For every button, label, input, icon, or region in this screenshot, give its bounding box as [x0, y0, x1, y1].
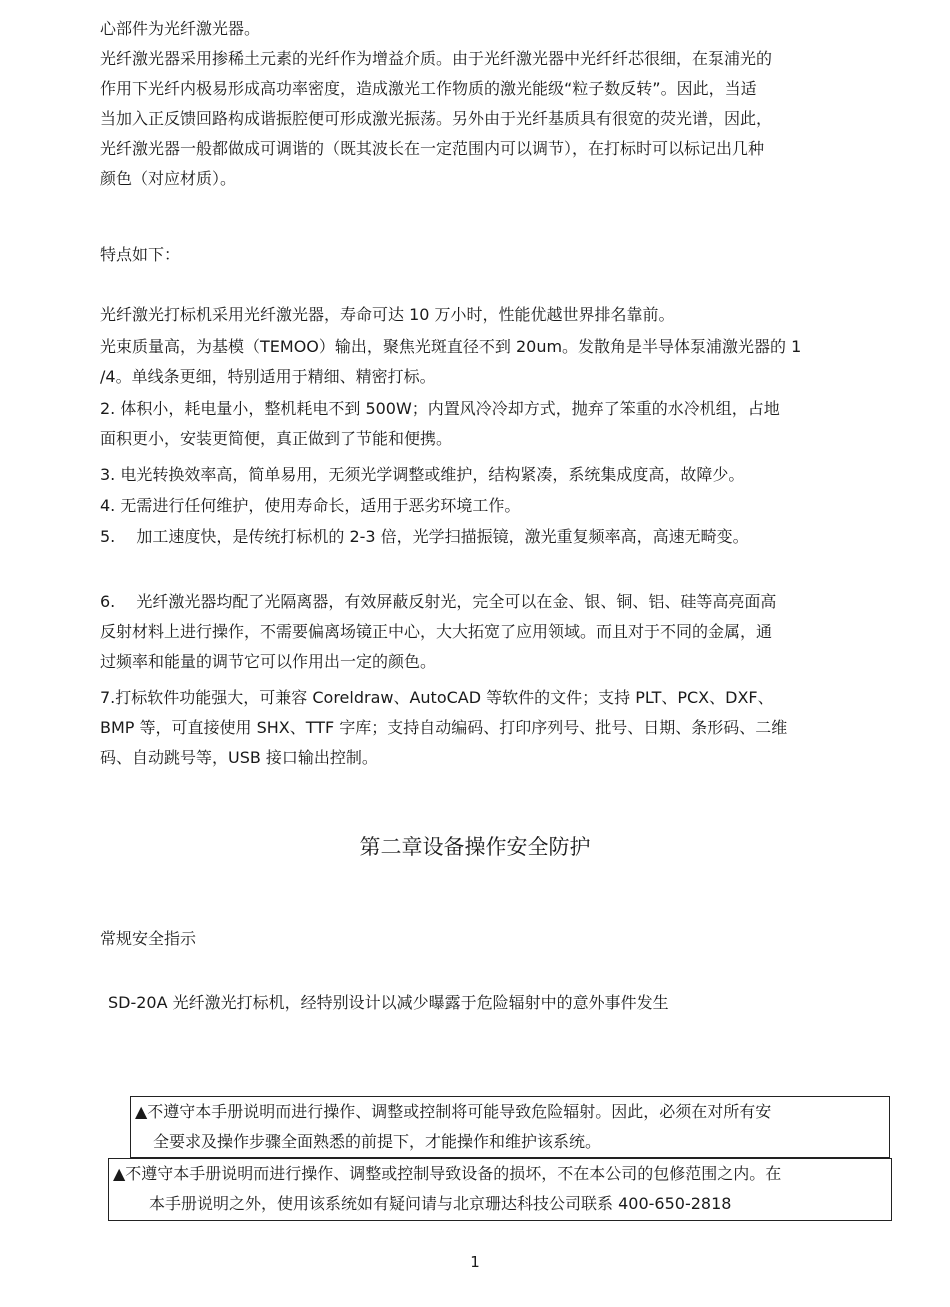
- feature-item-6: [100, 587, 890, 677]
- warning-box-warranty: [108, 1158, 892, 1221]
- feature-item-1: [100, 332, 890, 392]
- intro-line: 光纤激光器采用掺稀土元素的光纤作为增益介质。由于光纤激光器中光纤纤芯很细，在泵浦光的: [100, 49, 773, 68]
- safety-intro: SD-20A 光纤激光打标机，经特别设计以减少曝露于危险辐射中的意外事件发生: [108, 993, 669, 1012]
- feature-line: 过频率和能量的调节它可以作用出一定的颜色。: [100, 652, 437, 671]
- feature-line: BMP 等，可直接使用 SHX、TTF 字库；支持自动编码、打印序列号、批号、日期、条形码、二维: [100, 718, 788, 737]
- intro-line: 作用下光纤内极易形成高功率密度，造成激光工作物质的激光能级“粒子数反转”。因此，当适: [100, 79, 757, 98]
- feature-item-0: [100, 300, 890, 330]
- features-heading: 特点如下：: [100, 245, 181, 264]
- feature-line: 7.打标软件功能强大，可兼容 Coreldraw、AutoCAD 等软件的文件；支持 PLT、PCX、DXF、: [100, 688, 774, 707]
- feature-line: 6. 光纤激光器均配了光隔离器，有效屏蔽反射光，完全可以在金、银、铜、铝、硅等高亮面高: [100, 592, 777, 611]
- feature-line: 5. 加工速度快，是传统打标机的 2-3 倍，光学扫描振镜，激光重复频率高，高速无畸变。: [100, 527, 749, 546]
- feature-line: 光纤激光打标机采用光纤激光器，寿命可达 10 万小时，性能优越世界排名靠前。: [100, 305, 675, 324]
- feature-line: 光束质量高，为基模（TEMOO）输出，聚焦光斑直径不到 20um。发散角是半导体泵浦激光器的 1: [100, 337, 802, 356]
- intro-line: 颜色（对应材质）。: [100, 169, 237, 188]
- safety-heading: 常规安全指示: [100, 929, 197, 948]
- feature-item-2: [100, 394, 890, 454]
- intro-line: 当加入正反馈回路构成谐振腔便可形成激光振荡。另外由于光纤基质具有很宽的荧光谱，因此，: [100, 109, 773, 128]
- feature-item-4: [100, 491, 890, 521]
- feature-line: 面积更小，安装更简便，真正做到了节能和便携。: [100, 429, 453, 448]
- feature-line: 4. 无需进行任何维护，使用寿命长，适用于恶劣环境工作。: [100, 496, 521, 515]
- intro-paragraph: [100, 14, 890, 194]
- feature-line: 码、自动跳号等，USB 接口输出控制。: [100, 748, 378, 767]
- feature-line: 3. 电光转换效率高，简单易用，无须光学调整或维护，结构紧凑，系统集成度高，故障少。: [100, 465, 745, 484]
- warning-box-radiation: [130, 1096, 890, 1158]
- chapter-title: 第二章设备操作安全防护: [359, 835, 591, 859]
- intro-line: 心部件为光纤激光器。: [100, 19, 261, 38]
- page-number: 1: [470, 1253, 480, 1271]
- feature-item-3: [100, 460, 890, 490]
- warning-line: 全要求及操作步骤全面熟悉的前提下，才能操作和维护该系统。: [153, 1132, 602, 1151]
- warning-line: ▲不遵守本手册说明而进行操作、调整或控制导致设备的损坏，不在本公司的包修范围之内。在: [113, 1164, 782, 1183]
- feature-item-7: [100, 683, 890, 773]
- intro-line: 光纤激光器一般都做成可调谐的（既其波长在一定范围内可以调节），在打标时可以标记出几种: [100, 139, 765, 158]
- feature-line: 2. 体积小，耗电量小，整机耗电不到 500W；内置风冷冷却方式，抛弃了笨重的水冷机组，占地: [100, 399, 780, 418]
- feature-line: 反射材料上进行操作，不需要偏离场镜正中心，大大拓宽了应用领域。而且对于不同的金属，通: [100, 622, 773, 641]
- warning-line: 本手册说明之外，使用该系统如有疑问请与北京珊达科技公司联系 400-650-2818: [149, 1194, 732, 1213]
- warning-line: ▲不遵守本手册说明而进行操作、调整或控制将可能导致危险辐射。因此，必须在对所有安: [135, 1102, 772, 1121]
- feature-line: /4。单线条更细，特别适用于精细、精密打标。: [100, 367, 436, 386]
- feature-item-5: [100, 522, 890, 552]
